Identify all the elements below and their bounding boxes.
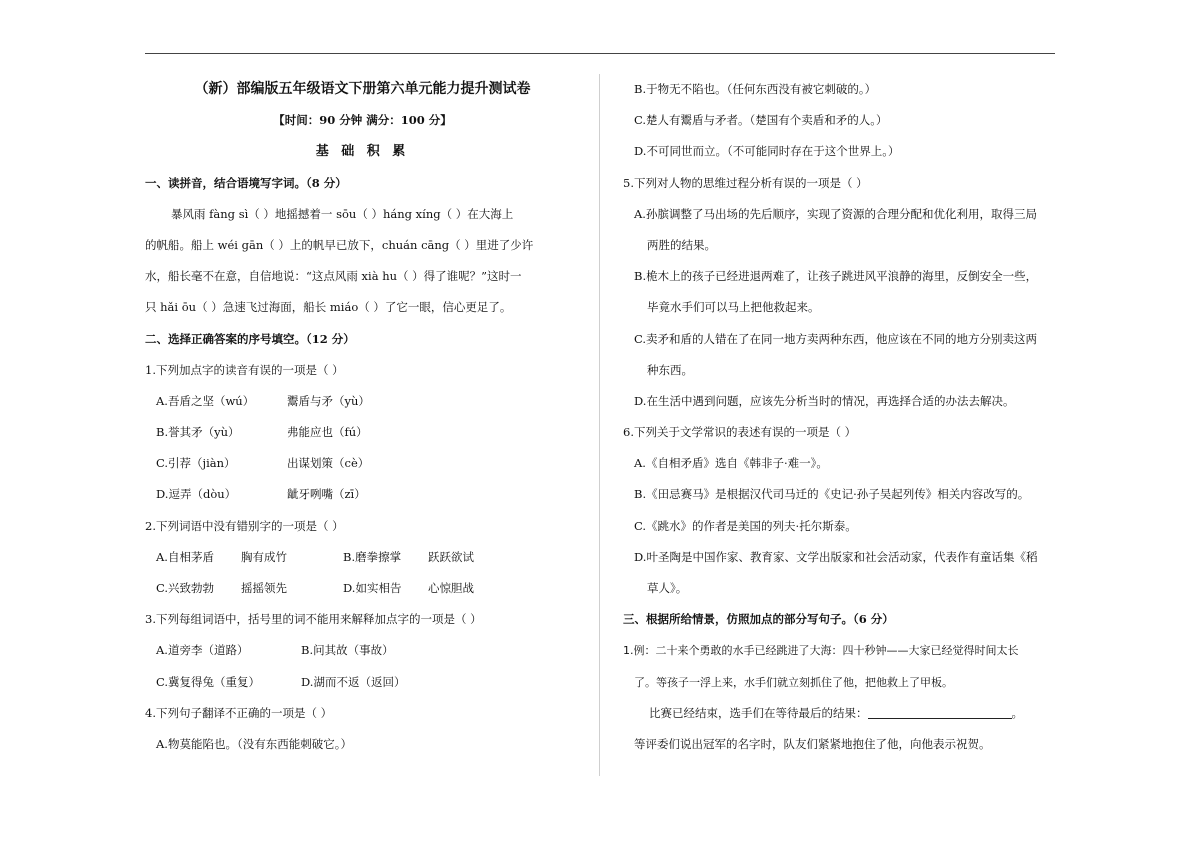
option-a: A.道旁李（道路） [156,643,249,658]
top-rule [145,53,1055,54]
option-d: D.湖而不返（返回） [301,674,406,689]
q3-heading: 三、根据所给情景，仿照加点的部分写句子。（6 分） [623,612,894,627]
q2-5-line: B.桅木上的孩子已经进退两难了，让孩子跳进风平浪静的海里，反倒安全一些， [634,269,1038,284]
q2-6-line: C.《跳水》的作者是美国的列夫·托尔斯泰。 [634,518,857,533]
q1-line: 暴风雨 fàng sì（ ）地摇撼着一 sōu（ ）háng xíng（ ）在大海上 [171,206,514,221]
q2-4-option-d: D.不可同世而立。（不可能同时存在于这个世界上。） [634,144,900,159]
q3-last-line: 等评委们说出冠军的名字时，队友们紧紧地抱住了他，向他表示祝贺。 [634,736,991,751]
option-b: B.问其故（事故） [301,643,394,658]
q2-5-line: C.卖矛和盾的人错在了在同一地方卖两种东西，他应该在不同的地方分别卖这两 [634,331,1038,346]
option-b-word: 跃跃欲试 [428,549,474,564]
option-a: A.自相茅盾 [156,549,214,564]
option-d: D.如实相告 [343,581,402,595]
section-heading: 基 础 积 累 [315,144,410,160]
option-b-word: 弗能应也（fú） [287,425,368,440]
option-a-word: 鬻盾与矛（yù） [287,393,370,408]
q2-5-line: A.孙膑调整了马出场的先后顺序，实现了资源的合理分配和优化利用，取得三局 [634,206,1037,221]
option-a: A.吾盾之坚（wú） [156,393,255,408]
q3-example-line: 了。等孩子一浮上来，水手们就立刻抓住了他，把他救上了甲板。 [634,675,953,689]
q2-3-option-row [145,667,580,698]
q2-1-option-row [145,386,580,417]
exam-meta: 【时间：90 分钟 满分：100 分】 [273,113,452,128]
option-a-word: 胸有成竹 [241,549,287,564]
option-d-word: 龇牙咧嘴（zī） [287,487,366,502]
option-c: C.冀复得兔（重复） [156,674,261,689]
option-b: B.誉其矛（yù） [156,425,240,440]
q1-line: 的帆船。船上 wéi gān（ ）上的帆早已放下，chuán cāng（ ）里进了少许 [145,237,534,252]
option-d: D.逗弄（dòu） [156,487,237,502]
q2-1-option-row [145,448,580,479]
q2-1-option-row [145,417,580,448]
right-column [623,74,1055,760]
option-c: C.引荐（jiàn） [156,456,236,471]
q2-2-option-row [145,573,580,604]
option-c: C.兴致勃勃 [156,581,215,595]
q2-4-option-a: A.物莫能陷也。（没有东西能刺破它。） [156,736,352,751]
column-divider [599,74,600,776]
q2-6-stem: 6.下列关于文学常识的表述有误的一项是（ ） [623,425,857,440]
q2-3-option-row [145,635,580,666]
q3-task-prefix: 比赛已经结束，选手们在等待最后的结果： [649,705,868,720]
q3-task-suffix: 。 [1011,705,1023,720]
q1-line: 水，船长毫不在意，自信地说：“这点风雨 xià hu（ ）得了谁呢？”这时一 [145,269,522,284]
q2-4-stem: 4.下列句子翻译不正确的一项是（ ） [145,705,333,720]
q2-4-option-c: C.楚人有鬻盾与矛者。（楚国有个卖盾和矛的人。） [634,113,888,128]
q2-5-line: 毕竟水手们可以马上把他救起来。 [647,300,820,315]
q2-5-line: 两胜的结果。 [647,237,716,252]
q2-5-line: 种东西。 [647,362,693,377]
q2-2-option-row [145,542,580,573]
q2-6-line: A.《自相矛盾》选自《韩非子·难一》。 [634,456,828,471]
q3-task-line [623,698,1055,729]
option-d-word: 心惊胆战 [428,581,474,595]
q1-heading: 一、读拼音，结合语境写字词。（8 分） [145,175,347,190]
q3-example-line: 1.例：二十来个勇敢的水手已经跳进了大海：四十秒钟——大家已经觉得时间太长 [623,644,1019,658]
answer-blank[interactable] [868,706,1012,719]
q1-line: 只 hǎi ōu（ ）急速飞过海面，船长 miáo（ ）了它一眼，信心更足了。 [145,300,512,315]
option-b: B.磨拳擦掌 [343,549,402,564]
q2-6-line: 草人》。 [647,581,688,595]
option-c-word: 摇摇领先 [241,581,287,595]
q2-5-line: D.在生活中遇到问题，应该先分析当时的情况，再选择合适的办法去解决。 [634,393,1015,408]
left-column [145,74,580,760]
q2-6-line: D.叶圣陶是中国作家、教育家、文学出版家和社会活动家，代表作有童话集《稻 [634,549,1038,564]
q2-heading: 二、选择正确答案的序号填空。（12 分） [145,331,355,346]
q2-2-stem: 2.下列词语中没有错别字的一项是（ ） [145,518,344,533]
q2-1-stem: 1.下列加点字的读音有误的一项是（ ） [145,362,344,377]
option-c-word: 出谋划策（cè） [287,456,370,471]
page-title: （新）部编版五年级语文下册第六单元能力提升测试卷 [194,81,531,97]
q2-6-line: B.《田忌赛马》是根据汉代司马迁的《史记·孙子吴起列传》相关内容改写的。 [634,487,1030,502]
q2-5-stem: 5.下列对人物的思维过程分析有误的一项是（ ） [623,175,868,190]
q2-3-stem: 3.下列每组词语中，括号里的词不能用来解释加点字的一项是（ ） [145,612,482,627]
q2-4-option-b: B.于物无不陷也。（任何东西没有被它刺破的。） [634,82,877,96]
q2-1-option-row [145,479,580,510]
